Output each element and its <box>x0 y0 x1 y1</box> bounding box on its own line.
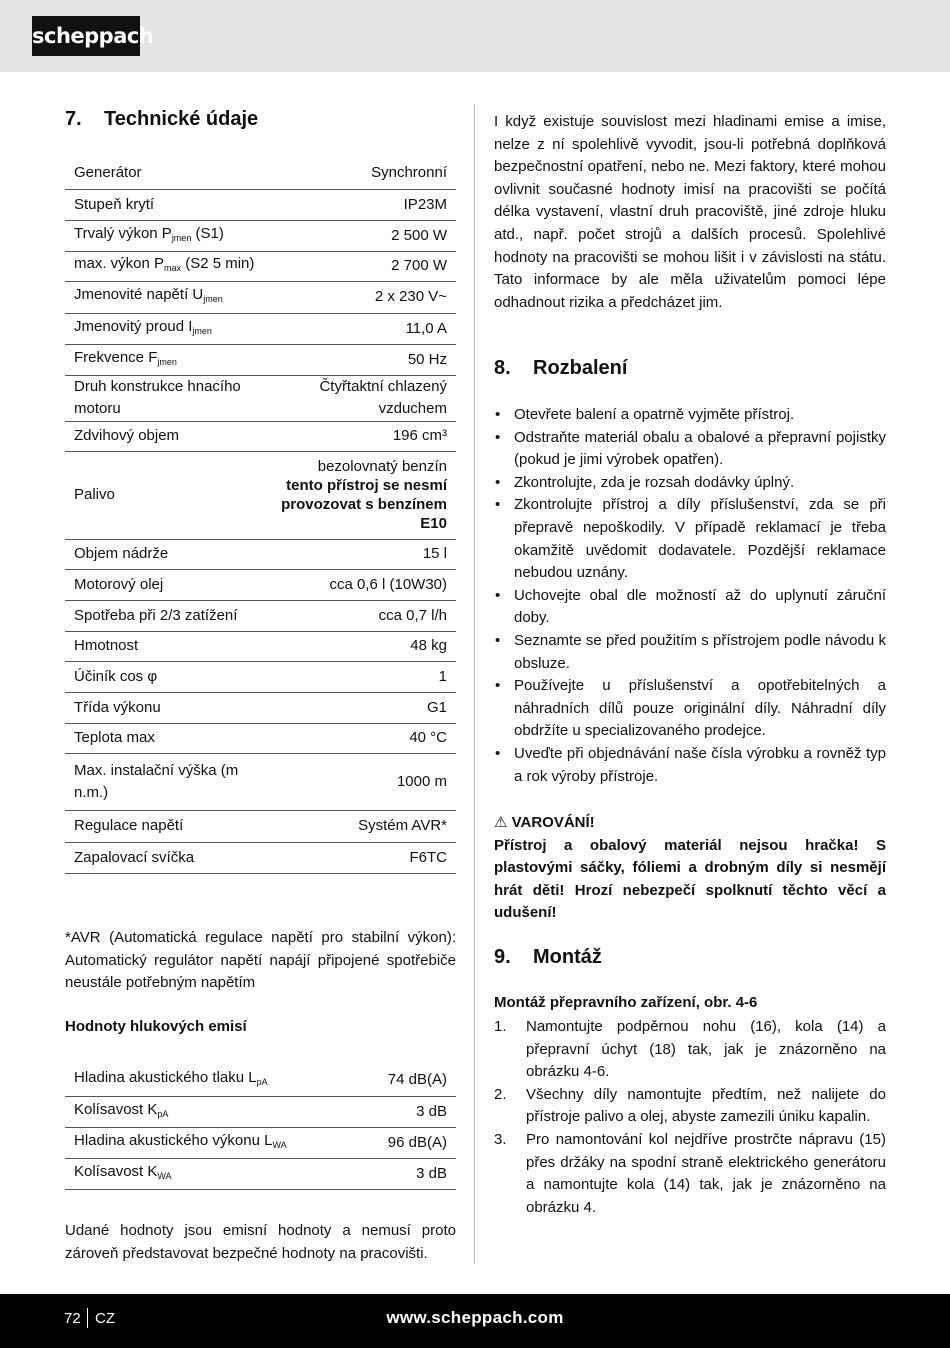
spec-row <box>65 692 456 723</box>
spec-row <box>65 451 456 539</box>
spec-row <box>65 631 456 661</box>
spec-row <box>65 1158 456 1189</box>
spec-row <box>65 281 456 313</box>
assembly-steps-list <box>494 1016 886 1219</box>
spec-row <box>65 600 456 631</box>
section-number: 8. <box>494 357 511 379</box>
spec-value: F6TC <box>265 842 456 873</box>
spec-label: Třída výkonu <box>65 692 265 723</box>
spec-label: Zapalovací svíčka <box>65 842 265 873</box>
list-item: • Uveďte při objednávání naše čísla výrobku a rovněž typ a rok výroby přístroje. <box>494 743 886 788</box>
spec-row <box>65 220 456 251</box>
warning-icon: ⚠ <box>494 814 508 831</box>
noise-heading: Hodnoty hlukových emisí <box>65 1018 247 1035</box>
spec-label: Hladina akustického tlaku $L_{pA}$ <box>65 1065 358 1096</box>
step-number: 3. <box>494 1130 507 1148</box>
list-item: • Používejte u příslušenství a opotřebitelných a náhradních dílů pouze originální díly. Náhradní díly obdržíte u specializovaného prodejce. <box>494 675 886 743</box>
spec-row <box>65 1096 456 1127</box>
page-language: CZ <box>95 1310 115 1327</box>
spec-value: 11,0 A <box>265 313 456 344</box>
spec-value: 96 dB(A) <box>358 1127 456 1158</box>
step-text: Namontujte podpěrnou nohu (16), kola (14) a přepravní úchyt (18) tak, jak je znázorněno na obrázku 4-6. <box>526 1018 886 1081</box>
list-item: • Uchovejte obal dle možností až do uplynutí záruční doby. <box>494 585 886 630</box>
page-number: 72 <box>64 1310 81 1327</box>
spec-row <box>65 753 456 810</box>
scheppach-logo: scheppach <box>32 16 140 56</box>
spec-label: Frekvence $F_{jmen}$ <box>65 344 265 375</box>
spec-value: cca 0,6 l (10W30) <box>265 569 456 600</box>
spec-value: 74 dB(A) <box>358 1065 456 1096</box>
avr-note: *AVR (Automatická regulace napětí pro stabilní výkon): Automatický regulátor napětí napájí připojené spotřebiče neustále potřebným napětím <box>65 929 456 992</box>
assembly-step <box>494 1129 886 1219</box>
section-9-heading <box>494 946 602 969</box>
section-number: 7. <box>65 108 82 130</box>
spec-label: max. výkon $P_{max}$ (S2 5 min) <box>65 251 265 281</box>
step-number: 1. <box>494 1018 507 1035</box>
spec-label: Kolísavost $K_{WA}$ <box>65 1158 358 1189</box>
spec-value: 2 500 W <box>265 220 456 251</box>
spec-label: Spotřeba při 2/3 zatížení <box>65 600 265 631</box>
header-band <box>0 0 950 72</box>
list-item: • Zkontrolujte přístroj a díly příslušenství, zda se při přepravě nepoškodily. V případě reklamací je třeba okamžitě uvědomit dodavatele. Pozdější reklamace nebudou uznány. <box>494 494 886 584</box>
step-text: Pro namontování kol nejdříve prostrčte nápravu (15) přes držáky na spodní straně elektrického generátoru a namontujte kola (14) tak, jak je znázorněno na obrázku 4. <box>526 1130 886 1216</box>
spec-label: Kolísavost $K_{pA}$ <box>65 1096 358 1127</box>
spec-row <box>65 158 456 189</box>
spec-row <box>65 539 456 569</box>
assembly-subheading: Montáž přepravního zařízení, obr. 4-6 <box>494 994 758 1011</box>
spec-row <box>65 661 456 692</box>
spec-value: Systém AVR* <box>265 810 456 842</box>
section-number: 9. <box>494 946 511 968</box>
spec-row <box>65 421 456 451</box>
spec-label: Účiník cos φ <box>65 661 265 692</box>
list-item: • Odstraňte materiál obalu a obalové a přepravní pojistky (pokud je jimi výrobek opatřen). <box>494 427 886 472</box>
unpacking-list <box>494 404 886 788</box>
noise-emission-table <box>65 1065 456 1190</box>
spec-value: cca 0,7 l/h <box>265 600 456 631</box>
list-item: • Zkontrolujte, zda je rozsah dodávky úplný. <box>494 472 886 495</box>
section-title: Rozbalení <box>533 357 628 379</box>
fuel-warning-text: tento přístroj se nesmí provozovat s benzínem E10 <box>281 477 447 532</box>
section-title: Technické údaje <box>104 108 259 130</box>
spec-value: 50 Hz <box>265 344 456 375</box>
spec-row <box>65 375 456 421</box>
step-number: 2. <box>494 1085 507 1103</box>
spec-row <box>65 569 456 600</box>
spec-value: 1 <box>265 661 456 692</box>
spec-row <box>65 189 456 220</box>
spec-label: Jmenovité napětí $U_{jmen}$ <box>65 281 265 313</box>
spec-label: Palivo <box>65 451 265 539</box>
technical-specs-table <box>65 158 456 874</box>
spec-value: Čtyřtaktní chlazený vzduchem <box>265 375 456 421</box>
spec-value: 3 dB <box>358 1158 456 1189</box>
spec-row <box>65 344 456 375</box>
spec-label: Druh konstrukce hnacího motoru <box>65 375 265 421</box>
spec-label: Objem nádrže <box>65 539 265 569</box>
spec-row <box>65 842 456 873</box>
footer-band <box>0 1294 950 1348</box>
spec-value: Synchronní <box>265 158 456 189</box>
spec-value: 196 cm³ <box>265 421 456 451</box>
spec-value: 40 °C <box>265 723 456 753</box>
spec-label: Max. instalační výška (m n.m.) <box>65 753 265 810</box>
list-item: • Otevřete balení a opatrně vyjměte přístroj. <box>494 404 886 427</box>
spec-row <box>65 313 456 344</box>
warning-block <box>494 812 886 925</box>
spec-value: 1000 m <box>265 753 456 810</box>
list-item: • Seznamte se před použitím s přístrojem podle návodu k obsluze. <box>494 630 886 675</box>
spec-value: 2 700 W <box>265 251 456 281</box>
spec-row <box>65 1065 456 1096</box>
spec-label: Regulace napětí <box>65 810 265 842</box>
emission-note: Udané hodnoty jsou emisní hodnoty a nemusí proto zároveň představovat bezpečné hodnoty na pracovišti. <box>65 1222 456 1262</box>
spec-label: Stupeň krytí <box>65 189 265 220</box>
spec-label: Jmenovitý proud $I_{jmen}$ <box>65 313 265 344</box>
section-title: Montáž <box>533 946 602 968</box>
spec-value: G1 <box>265 692 456 723</box>
spec-label: Generátor <box>65 158 265 189</box>
section-7-heading <box>65 108 258 131</box>
warning-text: Přístroj a obalový materiál nejsou hračka! S plastovými sáčky, fóliemi a drobným díly si nesmějí hrát děti! Hrozí nebezpečí spolknutí těchto věcí a udušení! <box>494 836 886 922</box>
spec-value: bezolovnatý benzín tento přístroj se nesmí provozovat s benzínem E10 <box>265 451 456 539</box>
spec-label: Trvalý výkon $P_{jmen}$ (S1) <box>65 220 265 251</box>
spec-row <box>65 251 456 281</box>
assembly-step <box>494 1084 886 1129</box>
spec-label: Motorový olej <box>65 569 265 600</box>
spec-row <box>65 1127 456 1158</box>
column-divider <box>474 104 475 1264</box>
spec-value: 15 l <box>265 539 456 569</box>
spec-label: Hmotnost <box>65 631 265 661</box>
spec-value: 48 kg <box>265 631 456 661</box>
assembly-step <box>494 1016 886 1084</box>
footer-website-link[interactable]: www.scheppach.com <box>386 1308 564 1327</box>
spec-label: Teplota max <box>65 723 265 753</box>
warning-title-line <box>494 812 886 835</box>
section-8-heading <box>494 357 627 380</box>
spec-value: 3 dB <box>358 1096 456 1127</box>
step-text: Všechny díly namontujte předtím, než nalijete do přístroje palivo a olej, abyste zamezili úniku kapalin. <box>526 1085 886 1126</box>
emission-intro-paragraph: I když existuje souvislost mezi hladinami emise a imise, nelze z ní spolehlivě vyvodit, jsou-li potřebná doplňková bezpečnostní opatření, nebo ne. Mezi faktory, které mohou ovlivnit současné hodnoty imisí na pracovišti se počítá délka vystavení, vlastní druh pracoviště, jiné zdroje hluku atd., např. počet strojů a dalších procesů. Spolehlivé hodnoty na pracovišti se mohou lišit i v závislosti na státu. Tato informace by ale měla uživatelům pomoci lépe odhadnout rizika a předcházet jim. <box>494 113 886 311</box>
spec-label: Hladina akustického výkonu $L_{WA}$ <box>65 1127 358 1158</box>
spec-value: IP23M <box>265 189 456 220</box>
spec-row <box>65 810 456 842</box>
spec-row <box>65 723 456 753</box>
spec-label: Zdvihový objem <box>65 421 265 451</box>
warning-title: VAROVÁNÍ! <box>511 814 595 831</box>
spec-value: 2 x 230 V~ <box>265 281 456 313</box>
